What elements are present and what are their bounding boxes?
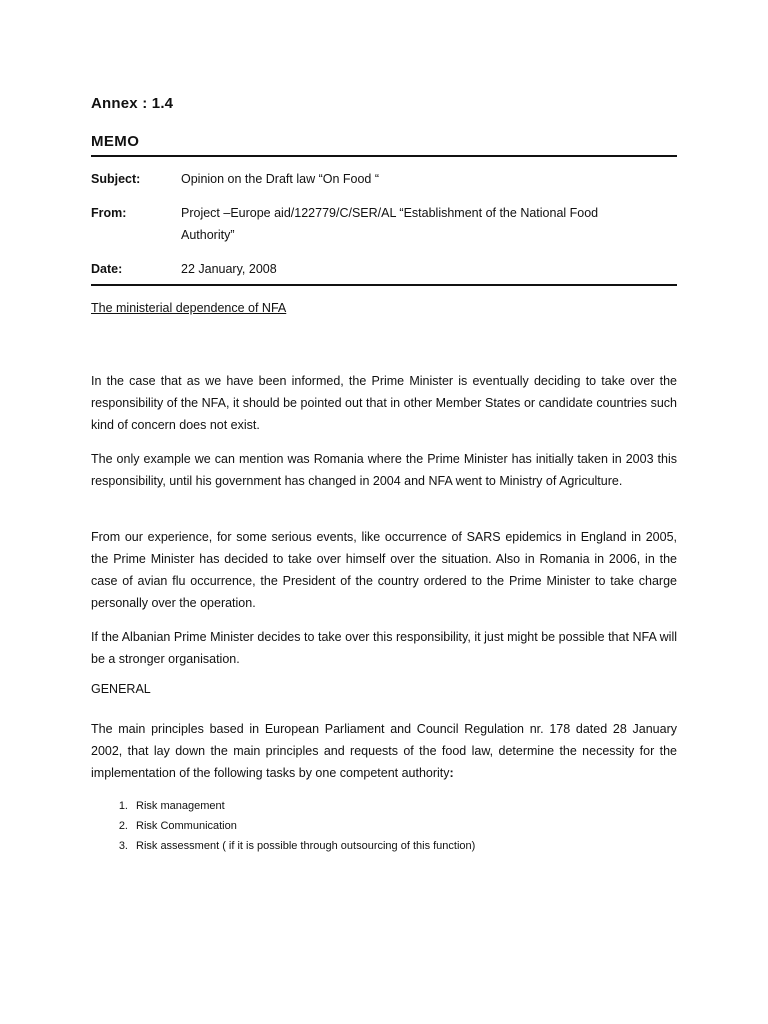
list-item-text: Risk Communication (136, 820, 237, 832)
date-value: 22 January, 2008 (181, 262, 277, 276)
list-item (91, 836, 475, 856)
from-value: Project –Europe aid/122779/C/SER/AL “Establishment of the National Food Authority” (181, 206, 599, 242)
paragraph-experience: From our experience, for some serious events, like occurrence of SARS epidemics in England in 2005, the Prime Minister has decided to take over himself over the situation. Also in Romania in 2006, in the case of avian flu occurrence, the President of the country ordered to the Prime Minister to take charge personally over the operation. (91, 530, 677, 610)
list-item (91, 796, 475, 816)
list-item-number: 3. (118, 840, 128, 852)
subject-value: Opinion on the Draft law “On Food “ (181, 172, 380, 186)
section-title: The ministerial dependence of NFA (91, 301, 287, 315)
tasks-list (91, 796, 475, 856)
date-label: Date: (91, 262, 123, 276)
paragraph-general-text: The main principles based in European Parliament and Council Regulation nr. 178 dated 28 January 2002, that lay down the main principles and requests of the food law, determine the necessity for the implementation of the following tasks by one competent authority (91, 722, 677, 780)
paragraph-general-colon: : (449, 766, 454, 780)
list-item-number: 2. (118, 820, 128, 832)
header-divider-bottom (91, 284, 677, 286)
paragraph-romania-example: The only example we can mention was Romania where the Prime Minister has initially taken in 2003 this responsibility, until his government has changed in 2004 and NFA went to Ministry of Agriculture. (91, 452, 677, 488)
paragraph-albanian-pm: If the Albanian Prime Minister decides to take over this responsibility, it just might be possible that NFA will be a stronger organisation. (91, 630, 677, 666)
general-heading: GENERAL (91, 682, 151, 696)
subject-label: Subject: (91, 172, 141, 186)
list-item (91, 816, 475, 836)
list-item-text: Risk management (136, 800, 225, 812)
paragraph-prime-minister: In the case that as we have been informed, the Prime Minister is eventually deciding to take over the responsibility of the NFA, it should be pointed out that in other Member States or candidate countries such kind of concern does not exist. (91, 374, 677, 432)
list-item-number: 1. (118, 800, 128, 812)
paragraph-general (91, 718, 677, 784)
annex-number: Annex : 1.4 (91, 95, 174, 112)
from-label: From: (91, 206, 127, 220)
header-divider-top (91, 155, 677, 157)
list-item-text: Risk assessment ( if it is possible through outsourcing of this function) (136, 840, 476, 852)
memo-title: MEMO (91, 133, 140, 150)
